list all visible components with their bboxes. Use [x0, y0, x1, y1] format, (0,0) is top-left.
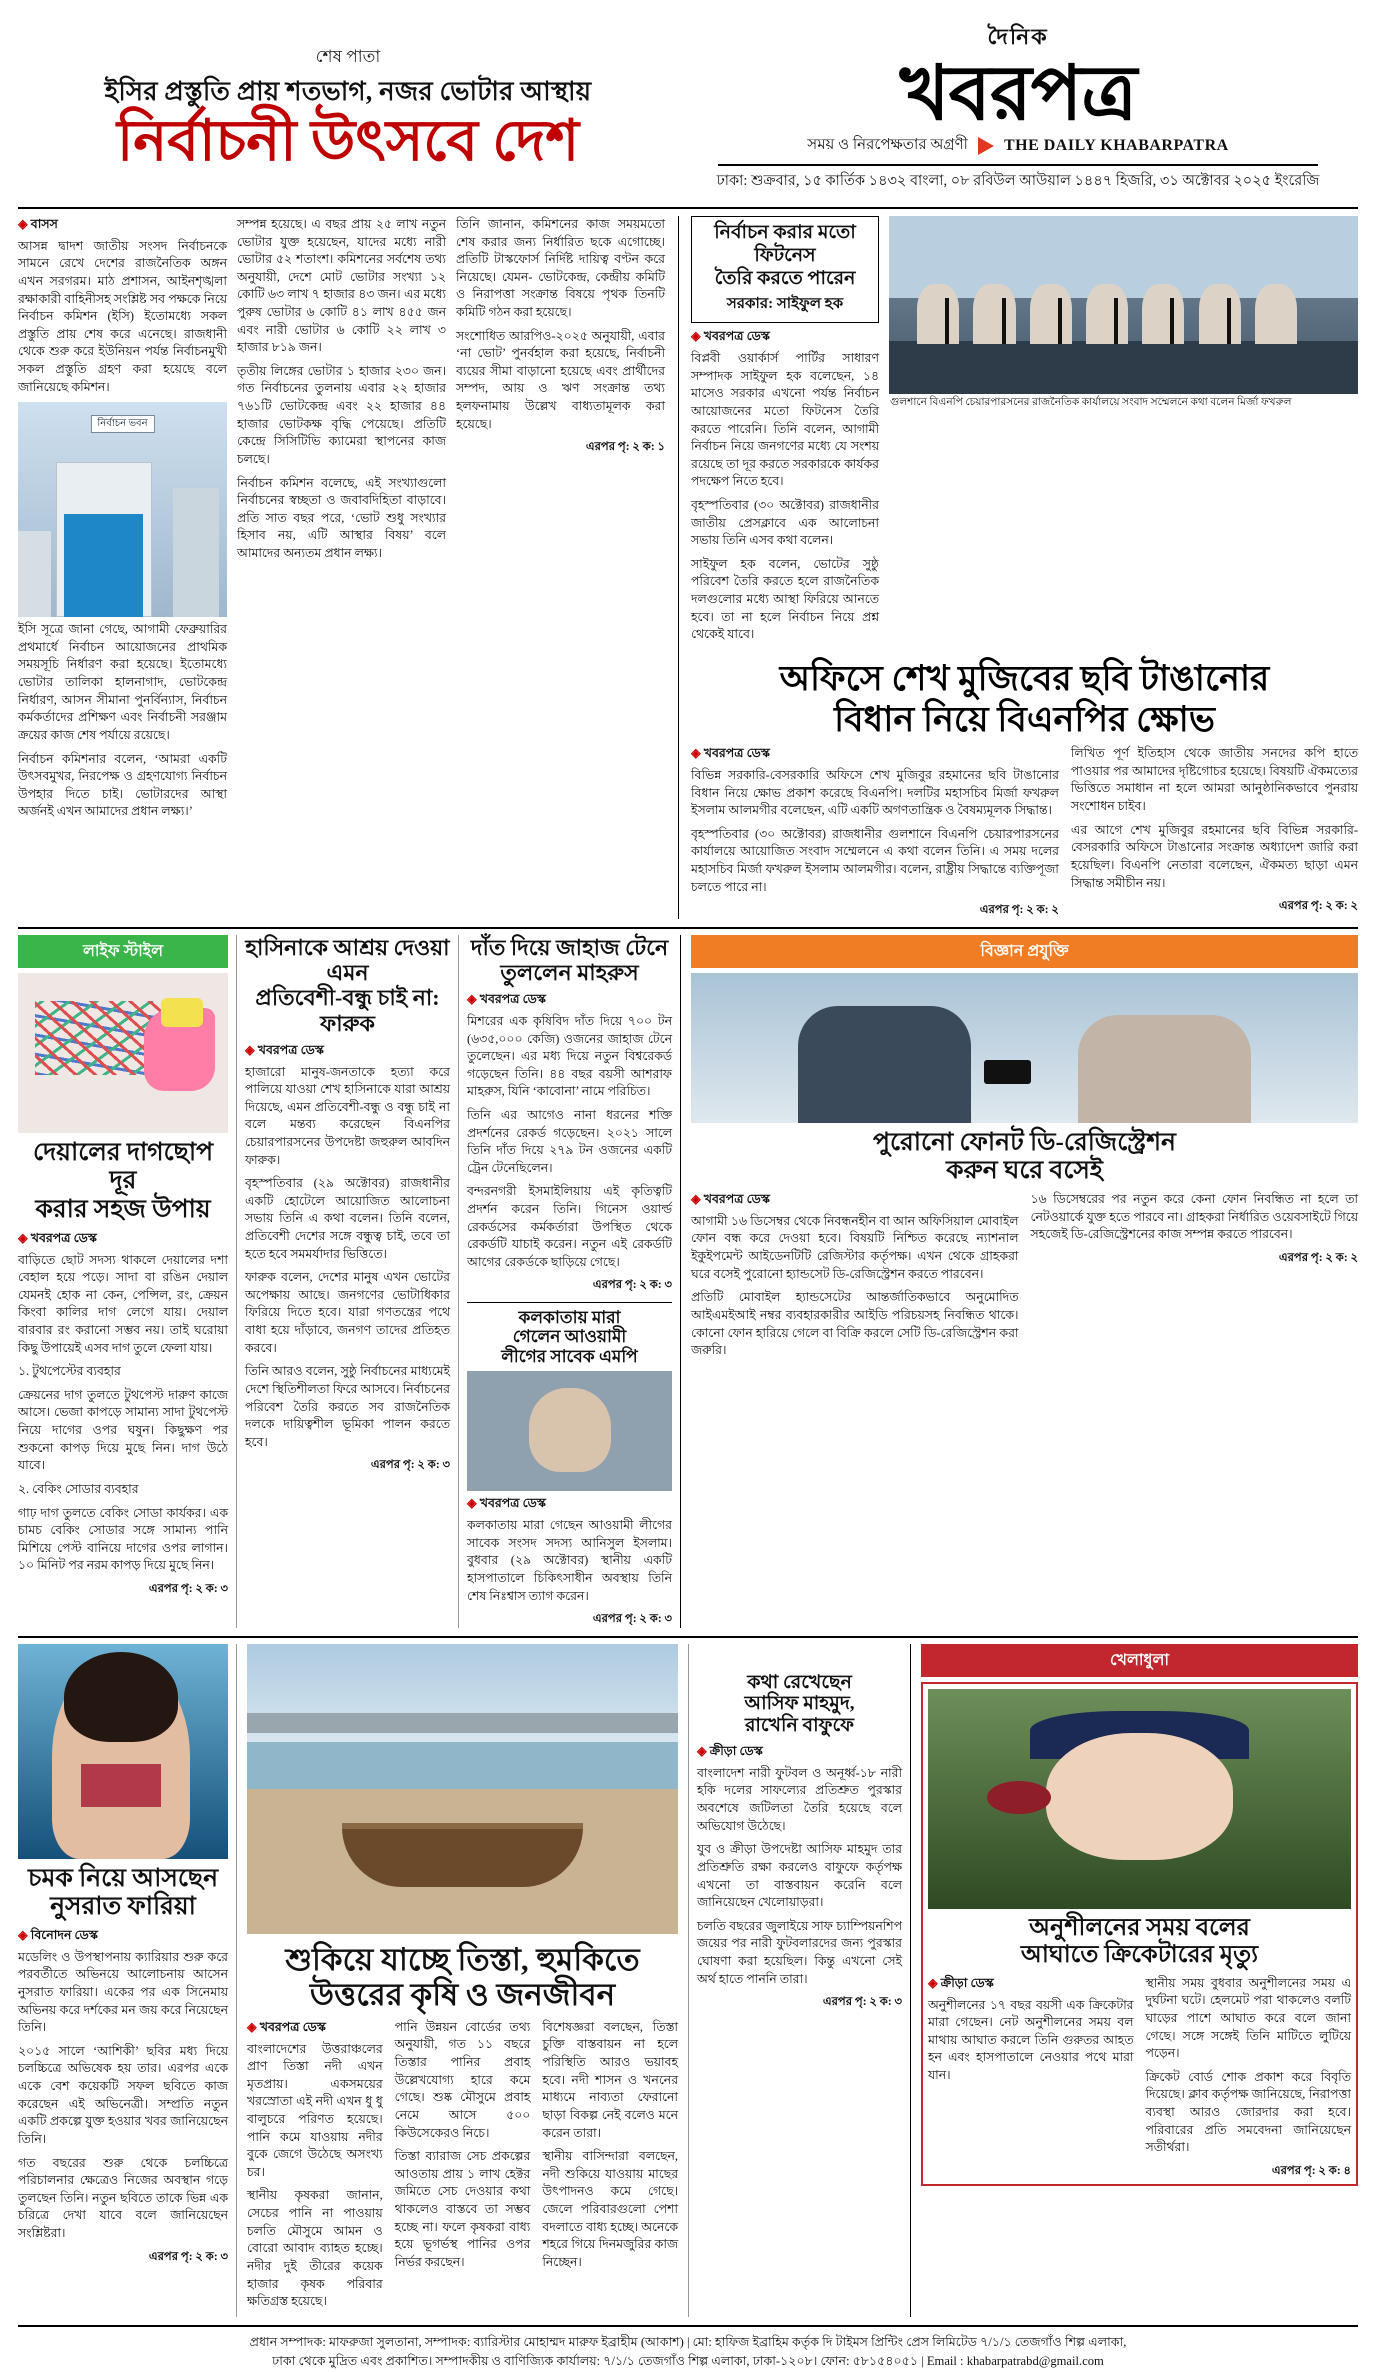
star-byline: ◈ বিনোদন ডেস্ক	[18, 1927, 228, 1945]
sports-section	[910, 1644, 1358, 2317]
asif-para-2: যুব ও ক্রীড়া উপদেষ্টা আসিফ মাহমুদ তার প্রতিশ্রুতি রক্ষা করলেও বাফুফে কর্তৃপক্ষ এখনো তা বাস্তবায়ন করেনি বলে জানিয়েছেন খেলোয়াড়রা।	[697, 1842, 902, 1910]
masthead-divider	[718, 164, 1318, 166]
ship-para-1: মিশরের এক কৃষিবিদ দাঁত দিয়ে ৭০০ টন (৬৩৫,০০০ কেজি) ওজনের জাহাজ টেনে তুলেছেন। এর মধ্য দিয়ে নতুন বিশ্বরেকর্ড গড়েছেন তিনি। ৪৪ বছর বয়সী আশরাফ মাহরুস, যিনি ‘কাবোনা’ নামে পরিচিত।	[467, 1013, 672, 1099]
masthead-lead-headline-block	[18, 14, 678, 173]
star-headline-2: নুসরাত ফারিয়া	[50, 1893, 196, 1921]
cricketer-portrait-photo	[928, 1689, 1351, 1909]
ship-headline-1: দাঁত দিয়ে জাহাজ টেনে	[470, 934, 669, 960]
kolkata-headline-1: কলকাতায় মারা	[518, 1307, 621, 1327]
lead-para-8: সংশোধিত আরপিও-২০২৫ অনুযায়ী, এবার ‘না ভোট’ পুনর্বহাল করা হয়েছে, নির্বাচনী ব্যয়ের সীমা বাড়ানো হয়েছে এবং প্রার্থীদের সম্পদ, আয় ও ঋণ সংক্রান্ত তথ্য হলফনামায় উল্লেখ বাধ্যতামূলক করা হয়েছে।	[456, 328, 665, 431]
bnp-para-3: লিখিত পূর্ণ ইতিহাস থেকে জাতীয় সনদের কপি হাতে পাওয়ার পর আমাদের দৃষ্টিগোচর হয়েছে। বিষয়টি ঐকমত্যের ভিত্তিতে সমাধান না হলে আমরা আনুষ্ঠানিকভাবে পুনরায় সংশোধন চাইব।	[1070, 746, 1358, 814]
masthead-bottom-rule	[18, 207, 1358, 209]
lifestyle-continued: এরপর পৃ: ২ ক: ৩	[148, 1582, 228, 1595]
science-section	[680, 935, 1358, 1628]
lifestyle-byline: ◈ খবরপত্র ডেস্ক	[18, 1230, 228, 1248]
top-right-region	[678, 216, 1358, 919]
lead-para-2: ইসি সূত্রে জানা গেছে, আগামী ফেব্রুয়ারির প্রথমার্ধে নির্বাচন আয়োজনের প্রাথমিক সময়সূচি নির্ধারণ করা হয়েছে। ইতোমধ্যে ভোটার তালিকা হালনাগাদ, ভোটকেন্দ্র নির্ধারণ, আসন সীমানা পুনর্বিন্যাস, নির্বাচন কর্মকর্তাদের প্রশিক্ষণ এবং নির্বাচনী সরঞ্জাম ক্রয়ের কাজ শেষ পর্যায়ে রয়েছে।	[18, 622, 227, 742]
science-column-1	[691, 1191, 1019, 1366]
middle-region	[18, 927, 1358, 1628]
fitness-story	[691, 216, 879, 650]
asif-headline-1: কথা রেখেছেন	[747, 1671, 852, 1693]
cricket-headline-1: অনুশীলনের সময় বলের	[1029, 1914, 1250, 1941]
ship-headline-2: তুললেন মাহরুস	[500, 959, 639, 985]
hasina-para-4: তিনি আরও বলেন, সুষ্ঠু নির্বাচনের মাধ্যমেই দেশে স্থিতিশীলতা ফিরে আসবে। নির্বাচনের পরিবেশ তৈরি করতে সব রাজনৈতিক দলকে দায়িত্বশীল ভূমিকা পালন করতে হবে।	[245, 1364, 450, 1449]
cricket-para-1: অনুশীলনের ১৭ বছর বয়সী এক ক্রিকেটার মারা গেছেন। নেট অনুশীলনের সময় বল মাথায় আঘাত করলে তিনি গুরুতর আহত হন এবং হাসপাতালে নেওয়ার পথে মারা যান।	[928, 1997, 1134, 2082]
science-continued: এরপর পৃ: ২ ক: ২	[1278, 1251, 1358, 1264]
star-para-1: মডেলিং ও উপস্থাপনায় ক্যারিয়ার শুরু করে পরবর্তীতে অভিনয়ে আলোচনায় আসেন নুসরাত ফারিয়া। একের পর এক সিনেমায় অভিনয় করে দর্শকের মন জয় করে নিয়েছেন তিনি।	[18, 1949, 228, 2035]
tista-para-3: পানি উন্নয়ন বোর্ডের তথ্য অনুযায়ী, গত ১১ বছরে তিস্তার পানির প্রবাহ উল্লেখযোগ্য হারে কমে গেছে। শুষ্ক মৌসুমে প্রবাহ নেমে আসে ৫০০ কিউসেকেরও নিচে।	[394, 2019, 531, 2140]
lead-column-1	[18, 216, 227, 827]
tista-boat-photo	[247, 1644, 678, 1934]
tista-para-6: স্থানীয় বাসিন্দারা বলছেন, নদী শুকিয়ে যাওয়ায় মাছের উৎপাদনও কমে গেছে। জেলে পরিবারগুলো পেশা বদলাতে বাধ্য হচ্ছে। অনেকে শহরে গিয়ে দিনমজুরির কাজ নিচ্ছেন।	[542, 2149, 679, 2269]
fitness-para-2: বৃহস্পতিবার (৩০ অক্টোবর) রাজধানীর জাতীয় প্রেসক্লাবে এক আলোচনা সভায় তিনি এসব কথা বলেন।	[691, 498, 879, 548]
asif-para-1: বাংলাদেশ নারী ফুটবল ও অনূর্ধ্ব-১৮ নারী হকি দলের সাফল্যের প্রতিশ্রুত পুরস্কার অবশেষে জটিলতা তৈরি হয়েছে বলে অভিযোগ উঠেছে।	[697, 1765, 902, 1833]
tista-byline: ◈ খবরপত্র ডেস্ক	[247, 2019, 383, 2037]
cricket-byline: ◈ ক্রীড়া ডেস্ক	[928, 1975, 1134, 1993]
bnp-para-4: এর আগে শেখ মুজিবুর রহমানের ছবি বিভিন্ন সরকারি-বেসরকারি অফিসে টাঙানোর সংক্রান্ত অধ্যাদেশ জারি করা হয়েছিল। বিএনপি নেতারা বলেছেন, ঐকমত্য ছাড়া এমন সিদ্ধান্ত সমীচীন নয়।	[1070, 822, 1358, 890]
page-label: শেষ পাতা	[315, 47, 381, 66]
asif-para-3: চলতি বছরের জুলাইয়ে সাফ চ্যাম্পিয়নশিপ জয়ের পর নারী ফুটবলারদের জন্য পুরস্কার ঘোষণা করা হয়েছিল। কিন্তু এখনো সেই অর্থ হাতে পাননি তারা।	[697, 1918, 902, 1986]
kolkata-headline-2: গেলেন আওয়ামী	[512, 1327, 627, 1347]
cricket-continued: এরপর পৃ: ২ ক: ৪	[1271, 2164, 1351, 2177]
section-label-lifestyle[interactable]: লাইফ স্টাইল	[18, 935, 228, 968]
asif-continued: এরপর পৃ: ২ ক: ৩	[822, 1996, 902, 2009]
star-para-3: গত বছরের শুরু থেকে চলচ্চিত্রে পরিচালনার ক্ষেত্রেও নিজের অবস্থান গড়ে তুলছেন তিনি। নতুন ছবিতে তাকে ভিন্ন এক চরিত্রে দেখা যাবে বলে জানিয়েছেন সংশ্লিষ্টরা।	[18, 2155, 228, 2240]
tista-story	[236, 1644, 688, 2317]
ship-byline: ◈ খবরপত্র ডেস্ক	[467, 991, 672, 1009]
kolkata-story	[467, 1302, 672, 1628]
lifestyle-subhead-2: ২. বেকিং সোডার ব্যবহার	[18, 1481, 139, 1496]
press-conference-photo	[889, 216, 1358, 394]
lead-para-1: আসন্ন দ্বাদশ জাতীয় সংসদ নির্বাচনকে সামনে রেখে দেশের রাজনৈতিক অঙ্গন এখন সরগরম। মাঠ প্রশাসন, আইনশৃঙ্খলা রক্ষাকারী বাহিনীসহ সংশ্লিষ্ট সব পক্ষকে নিয়ে নির্বাচন কমিশন (ইসি) ইতোমধ্যে সকল প্রস্তুতি প্রায় শেষ করে এনেছে। রাজধানী থেকে শুরু করে ইউনিয়ন পর্যন্ত নির্বাচনমুখী সকল প্রস্তুতি গ্রহণ করা হয়েছে বলে জানিয়েছে কমিশন।	[18, 238, 227, 394]
press-conference-caption: গুলশানে বিএনপি চেয়ারপারসনের রাজনৈতিক কার্যালয়ে সংবাদ সম্মেলনে কথা বলেন মির্জা ফখরুল	[890, 397, 1292, 408]
election-commission-building-photo: নির্বাচন ভবন	[18, 402, 227, 617]
cricket-para-3: ক্রিকেট বোর্ড শোক প্রকাশ করে বিবৃতি দিয়েছে। ক্লাব কর্তৃপক্ষ জানিয়েছে, নিরাপত্তা ব্যবস্থা আরও জোরদার করা হবে। পরিবারের প্রতি সমবেদনা জানিয়েছেন সতীর্থরা।	[1145, 2069, 1351, 2155]
science-byline: ◈ খবরপত্র ডেস্ক	[691, 1191, 1019, 1209]
section-label-science[interactable]: বিজ্ঞান প্রযুক্তি	[691, 935, 1358, 968]
bnp-para-2: বৃহস্পতিবার (৩০ অক্টোবর) রাজধানীর গুলশানে বিএনপি চেয়ারপারসনের কার্যালয়ে আয়োজিত সংবাদ সম্মেলনে এ কথা বলেন তিনি। এ সময় দলের মহাসচিব মির্জা ফখরুল ইসলাম আলমগীর। বলেন, রাষ্ট্রীয় সিদ্ধান্তে ব্যক্তিপূজা চলতে পারে না।	[691, 826, 1059, 894]
science-headline-1: পুরোনো ফোনট ডি-রেজিস্ট্রেশন	[873, 1128, 1176, 1156]
kolkata-headline-3: লীগের সাবেক এমপি	[501, 1346, 638, 1366]
bnp-headline-line-1: অফিসে শেখ মুজিবের ছবি টাঙানোর	[779, 658, 1270, 698]
tista-para-5: বিশেষজ্ঞরা বলছেন, তিস্তা চুক্তি বাস্তবায়ন না হলে পরিস্থিতি আরও ভয়াবহ হবে। নদী শাসন ও খননের মাধ্যমে নাব্যতা ফেরানো ছাড়া বিকল্প নেই বলেও মনে করেন তারা।	[542, 2019, 679, 2140]
section-label-sports[interactable]: খেলাধুলা	[921, 1644, 1358, 1677]
science-column-2	[1031, 1191, 1359, 1366]
science-para-3: ১৬ ডিসেম্বরের পর নতুন করে কেনা ফোন নিবন্ধিত না হলে তা নেটওয়ার্কে যুক্ত হতে পারবে না। গ্রাহকরা নির্ধারিত ওয়েবসাইটে গিয়ে সহজেই ডি-রেজিস্ট্রেশনের কাজ সম্পন্ন করতে পারবেন।	[1030, 1192, 1358, 1242]
tista-column-3	[542, 2019, 678, 2317]
lead-para-7: তিনি জানান, কমিশনের কাজ সময়মতো শেষ করার জন্য নির্ধারিত ছকে এগোচ্ছে। প্রতিটি টাস্কফোর্স নির্দিষ্ট দায়িত্ব বণ্টন করে নিয়েছে। যেমন- ভোটকেন্দ্র, কেন্দ্রীয় কমিটি ও নিরাপত্তা সংক্রান্ত বিষয়ে পৃথক তিনটি কমিটি গঠন করা হয়েছে।	[456, 217, 665, 320]
bnp-column-2	[1071, 745, 1358, 918]
lead-kicker: ইসির প্রস্তুতি প্রায় শতভাগ, নজর ভোটার আস্থায়	[104, 77, 592, 106]
lead-para-3: নির্বাচন কমিশনার বলেন, ‘আমরা একটি উৎসবমুখর, নিরপেক্ষ ও গ্রহণযোগ্য নির্বাচন উপহার দিতে চাই। ভোটারদের আস্থা অর্জনই এখন আমাদের প্রধান লক্ষ্য।’	[18, 751, 227, 819]
science-para-1: আগামী ১৬ ডিসেম্বর থেকে নিবন্ধনহীন বা আন অফিসিয়াল মোবাইল ফোন বন্ধ করে দেওয়া হবে। বিষয়টি নিশ্চিত করেছে ন্যাশনাল ইকুইপমেন্ট আইডেনটিটি রেজিস্টার কর্তৃপক্ষ। এখন থেকে গ্রাহকরা ঘরে বসেই পুরোনো হ্যান্ডসেট ডি-রেজিস্ট্রেশন করতে পারবেন।	[691, 1213, 1019, 1281]
masthead-tagline-bn: সময় ও নিরপেক্ষতার অগ্রণী	[807, 137, 968, 154]
ship-continued: এরপর পৃ: ২ ক: ৩	[592, 1279, 672, 1292]
lead-column-3	[456, 216, 665, 827]
kolkata-para-1: কলকাতায় মারা গেছেন আওয়ামী লীগের সাবেক সংসদ সদস্য আনিসুল ইসলাম। বুধবার (২৯ অক্টোবর) স্থানীয় একটি হাসপাতালে চিকিৎসাধীন অবস্থায় তিনি শেষ নিঃশ্বাস ত্যাগ করেন।	[467, 1518, 672, 1603]
bnp-continued-2: এরপর পৃ: ২ ক: ২	[1278, 900, 1358, 913]
kolkata-continued: এরপর পৃ: ২ ক: ৩	[592, 1613, 672, 1626]
tista-para-2: স্থানীয় কৃষকরা জানান, সেচের পানি না পাওয়ায় চলতি মৌসুমে আমন ও বোরো আবাদ ব্যাহত হচ্ছে। নদীর দুই তীরের কয়েক হাজার কৃষক পরিবার ক্ষতিগ্রস্ত হয়েছে।	[247, 2188, 383, 2309]
imprint-footer	[18, 2325, 1358, 2372]
lifestyle-subhead-1: ১. টুথপেস্টের ব্যবহার	[18, 1364, 121, 1379]
masthead-tagline	[678, 133, 1358, 158]
lead-para-5: তৃতীয় লিঙ্গের ভোটার ১ হাজার ২৩০ জন। গত নির্বাচনের তুলনায় এবার ২২ হাজার ৭৬১টি ভোটকেন্দ্র এবং ২২ হাজার ৪৪ হাজার ভোটকক্ষ বৃদ্ধি পেয়েছে। প্রতিটি কেন্দ্রে সিসিটিভি ক্যামেরা স্থাপনের কাজ চলছে।	[237, 363, 446, 466]
star-continued: এরপর পৃ: ২ ক: ৩	[148, 2250, 228, 2263]
tista-headline-2: উত্তরের কৃষি ও জনজীবন	[309, 1977, 616, 2013]
hasina-para-3: ফারুক বলেন, দেশের মানুষ এখন ভোটের অপেক্ষায় আছে। জনগণের ভোটাধিকার ফিরিয়ে দিতে হবে। যারা গণতন্ত্রের পথে বাধা হয়ে দাঁড়াবে, জনগণ তাদের প্রতিহত করবে।	[245, 1270, 450, 1355]
lifestyle-para-1: বাড়িতে ছোট সদস্য থাকলে দেয়ালের দশা বেহাল হয়ে পড়ে। সাদা বা রঙিন দেয়াল যেমনই হোক না কেন, পেন্সিল, রং, ক্রেয়ন কিংবা কালির দাগ লেগে যায়। দেয়াল বারবার রং করানো সম্ভব নয়। তাই ঘরোয়া কিছু উপায়েই এসব দাগ তুলে ফেলা যায়।	[18, 1252, 228, 1355]
lifestyle-section	[18, 935, 236, 1628]
lead-column-2	[237, 216, 446, 827]
lead-headline: নির্বাচনী উৎসবে দেশ	[116, 110, 580, 174]
masthead-logo-block	[678, 14, 1358, 194]
bottom-region	[18, 1636, 1358, 2317]
lifestyle-para-2: ক্রেয়নের দাগ তুলতে টুথপেস্ট দারুণ কাজে আসে। ভেজা কাপড়ে সামান্য সাদা টুথপেস্ট নিয়ে দাগের ওপর ঘষুন। কিছুক্ষণ পর শুকনো কাপড় দিয়ে মুছে নিন। দাগ উঠে যাবে।	[18, 1387, 228, 1473]
hasina-headline-2: প্রতিবেশী-বন্ধু চাই না: ফারুক	[255, 985, 440, 1036]
masthead-tagline-en: THE DAILY KHABARPATRA	[1003, 136, 1229, 154]
tista-para-1: বাংলাদেশের উত্তরাঞ্চলের প্রাণ তিস্তা নদী এখন মৃতপ্রায়। একসময়ের খরস্রোতা এই নদী এখন ধু ধু বালুচরে পরিণত হয়েছে। পানি কমে যাওয়ায় নদীর বুকে জেগে উঠেছে অসংখ্য চর।	[247, 2041, 383, 2179]
science-headline-2: করুন ঘরে বসেই	[946, 1157, 1103, 1185]
masthead-dainik: দৈনিক	[987, 24, 1049, 49]
lead-continued: এরপর পৃ: ২ ক: ১	[585, 441, 665, 454]
lifestyle-headline-2: করার সহজ উপায়	[35, 1196, 211, 1224]
lead-para-6: নির্বাচন কমিশন বলেছে, এই সংখ্যাগুলো নির্বাচনের স্বচ্ছতা ও জবাবদিহিতা বাড়াবে। প্রতি সাত বছর পরে, ‘ভোট শুধু সংখ্যার হিসাব নয়, এটি আস্থার বিষয়’ বলে আমাদের অন্যতম প্রধান লক্ষ্য।	[237, 475, 446, 560]
bnp-para-1: বিভিন্ন সরকারি-বেসরকারি অফিসে শেখ মুজিবুর রহমানের ছবি টাঙানোর বিধান নিয়ে ক্ষোভ প্রকাশ করেছে বিএনপি। দলটির মহাসচিব মির্জা ফখরুল ইসলাম আলমগীর বলেছেন, এটি একটি অগণতান্ত্রিক ও বৈষম্যমূলক সিদ্ধান্ত।	[691, 768, 1059, 818]
tista-column-1	[247, 2019, 383, 2317]
kolkata-portrait-photo	[467, 1371, 672, 1491]
ship-para-2: তিনি এর আগেও নানা ধরনের শক্তি প্রদর্শনের রেকর্ড গড়েছেন। ২০২১ সালে তিনি দাঁত দিয়ে ২৭৯ টন ওজনের একটি ট্রেন টেনেছিলেন।	[467, 1108, 672, 1175]
wall-cleaning-photo	[18, 973, 228, 1133]
bnp-byline: ◈ খবরপত্র ডেস্ক	[691, 745, 1059, 763]
asif-byline: ◈ ক্রীড়া ডেস্ক	[697, 1743, 902, 1761]
lead-byline: ◈ বাসস	[18, 216, 227, 234]
play-triangle-icon	[978, 137, 994, 155]
star-para-2: ২০১৫ সালে ‘আশিকী’ ছবির মধ্য দিয়ে চলচ্চিত্রে অভিষেক হয় তার। এরপর একে একে বেশ কয়েকটি সফল ছবিতে কাজ করেছেন এই অভিনেত্রী। সম্প্রতি নতুন একটি প্রকল্পে যুক্ত হওয়ার খবর জানিয়েছেন তিনি।	[18, 2043, 228, 2146]
fitness-byline: ◈ খবরপত্র ডেস্ক	[691, 328, 879, 346]
tista-headline-1: শুকিয়ে যাচ্ছে তিস্তা, হুমকিতে	[285, 1941, 640, 1977]
top-region	[18, 216, 1358, 919]
cricket-column-1	[928, 1975, 1134, 2179]
asif-headline-3: রাখেনি বাফুফে	[744, 1715, 855, 1737]
entertainment-story	[18, 1644, 236, 2317]
lifestyle-para-3: গাঢ় দাগ তুলতে বেকিং সোডা কার্যকর। এক চামচ বেকিং সোডার সঙ্গে সামান্য পানি মিশিয়ে পেস্ট বানিয়ে দাগের ওপর লাগান। ১০ মিনিট পর নরম কাপড় দিয়ে মুছে নিন।	[18, 1505, 228, 1573]
ship-story	[458, 935, 680, 1628]
fitness-headline-3: সরকার: সাইফুল হক	[726, 296, 844, 313]
masthead-dateline: ঢাকা: শুক্রবার, ১৫ কার্তিক ১৪৩২ বাংলা, ০৮ রবিউল আউয়াল ১৪৪৭ হিজরি, ৩১ অক্টোবর ২০২৫ ইংরেজি	[716, 173, 1320, 190]
imprint-line-1: প্রধান সম্পাদক: মাফরুজা সুলতানা, সম্পাদক: ব্যারিস্টার মোহাম্মদ মারুফ ইব্রাহীম (আকাশ) | মো: হাফিজ ইব্রাহিম কর্তৃক দি টাইমস প্রিন্টিং প্রেস লিমিটেড ৭/১/১ তেজগাঁও শিল্প এলাকা,	[249, 2334, 1127, 2349]
couple-with-phone-photo	[691, 973, 1358, 1123]
cricket-headline-2: আঘাতে ক্রিকেটারের মৃত্যু	[1020, 1942, 1259, 1969]
hasina-byline: ◈ খবরপত্র ডেস্ক	[245, 1042, 450, 1060]
fitness-headline-2: তৈরি করতে পারেন	[714, 267, 856, 289]
hasina-story	[236, 935, 458, 1628]
lead-story	[18, 216, 678, 919]
star-headline-1: চমক নিয়ে আসছেন	[27, 1864, 218, 1892]
cricket-column-2	[1146, 1975, 1352, 2179]
fitness-para-1: বিপ্লবী ওয়ার্কার্স পার্টির সাধারণ সম্পাদক সাইফুল হক বলেছেন, ১৪ মাসেও সরকার এখনো পর্যন্ত নির্বাচন আয়োজনের মতো ফিটনেস তৈরি করতে পারেনি। তিনি বলেন, আগামী নির্বাচন নিয়ে জনগণের মধ্যে যে সংশয় রয়েছে তা দূর করতে সরকারকে কার্যকর পদক্ষেপ নিতে হবে।	[691, 351, 879, 489]
actress-portrait-photo	[18, 1644, 228, 1859]
lifestyle-headline-1: দেয়ালের দাগছোপ দূর	[32, 1138, 214, 1195]
tista-column-2	[395, 2019, 531, 2317]
bnp-headline-line-2: বিধান নিয়ে বিএনপির ক্ষোভ	[834, 699, 1215, 739]
hasina-para-2: বৃহস্পতিবার (২৯ অক্টোবর) রাজধানীর একটি হোটেলে আয়োজিত আলোচনা সভায় তিনি এ কথা বলেন। তিনি বলেন, প্রতিবেশী দেশের সঙ্গে বন্ধুত্ব চাই, তবে তা হতে হবে সমমর্যাদার ভিত্তিতে।	[245, 1176, 450, 1261]
hasina-para-1: হাজারো মানুষ-জনতাকে হত্যা করে পালিয়ে যাওয়া শেখ হাসিনাকে যারা আশ্রয় দিয়েছে, এমন প্রতিবেশী-বন্ধু ও বন্ধু চাই না বলে মন্তব্য করেছেন বিএনপির চেয়ারপারসনের উপদেষ্টা জহুরুল আবদিন ফারুক।	[245, 1064, 450, 1167]
bnp-continued-1: এরপর পৃ: ২ ক: ২	[979, 904, 1059, 917]
asif-headline-2: আসিফ মাহমুদ,	[744, 1693, 855, 1715]
asif-story	[688, 1644, 910, 2317]
ship-para-3: বন্দরনগরী ইসমাইলিয়ায় এই কৃতিত্বটি প্রদর্শন করেন তিনি। গিনেস ওয়ার্ল্ড রেকর্ডসের কর্মকর্তারা উপস্থিত থেকে রেকর্ডটি যাচাই করেন। নতুন এই রেকর্ডটি আগের রেকর্ডকে ছাড়িয়ে গেছে।	[467, 1184, 672, 1269]
fitness-para-3: সাইফুল হক বলেন, ভোটের সুষ্ঠু পরিবেশ তৈরি করতে হলে রাজনৈতিক দলগুলোর মধ্যে আস্থা ফিরিয়ে আনতে হবে। তা না হলে নির্বাচন নিয়ে প্রশ্ন থেকেই যাবে।	[691, 556, 879, 642]
imprint-line-2: ঢাকা থেকে মুদ্রিত এবং প্রকাশিত। সম্পাদকীয় ও বাণিজ্যিক কার্যালয়: ৭/১/১ তেজগাঁও শিল্প এলাকা, ঢাকা-১২০৮। ফোন: ৫৮১৫৪০৫১ | Email : khabarpatrabd@gmail.com	[272, 2354, 1104, 2369]
tista-para-4: তিস্তা ব্যারাজ সেচ প্রকল্পের আওতায় প্রায় ১ লাখ হেক্টর জমিতে সেচ দেওয়ার কথা থাকলেও বাস্তবে তা সম্ভব হচ্ছে না। ফলে কৃষকরা বাধ্য হয়ে ভূগর্ভস্থ পানির ওপর নির্ভর করছেন।	[394, 2149, 531, 2269]
fitness-headline-1: নির্বাচন করার মতো ফিটনেস	[714, 222, 856, 266]
masthead-logo: খবরপত্র	[899, 52, 1137, 136]
lead-para-4: সম্পন্ন হয়েছে। এ বছর প্রায় ২৫ লাখ নতুন ভোটার যুক্ত হয়েছেন, যাদের মধ্যে নারী ভোটার ৫২ শতাংশ। কমিশনের সর্বশেষ তথ্য অনুযায়ী, দেশে মোট ভোটার সংখ্যা ১২ কোটি ৬৩ লাখ ৭ হাজার ৪৩ জন। এর মধ্যে পুরুষ ভোটার ৬ কোটি ৪১ লাখ ৪৫৫ জন এবং নারী ভোটার ৬ কোটি ২২ লাখ ৩ হাজার ৮১৯ জন।	[237, 217, 446, 355]
kolkata-byline: ◈ খবরপত্র ডেস্ক	[467, 1495, 672, 1513]
hasina-continued: এরপর পৃ: ২ ক: ৩	[370, 1459, 450, 1472]
hasina-headline-1: হাসিনাকে আশ্রয় দেওয়া এমন	[245, 934, 450, 985]
science-para-2: প্রতিটি মোবাইল হ্যান্ডসেটের আন্তর্জাতিকভাবে অনুমোদিত আইএমইআই নম্বর ব্যবহারকারীর আইডি পরিচয়সহ নিবন্ধিত থাকে। কোনো ফোন হারিয়ে গেলে বা বিক্রি করলে সেটি ডি-রেজিস্ট্রেশন করা জরুরি।	[691, 1290, 1019, 1358]
masthead	[18, 14, 1358, 199]
bnp-column-1	[691, 745, 1059, 918]
cricket-para-2: স্থানীয় সময় বুধবার অনুশীলনের সময় এ দুর্ঘটনা ঘটে। হেলমেট পরা থাকলেও বলটি ঘাড়ের পাশে আঘাত করে বলে জানা গেছে। সঙ্গে সঙ্গেই তিনি মাটিতে লুটিয়ে পড়েন।	[1145, 1975, 1351, 2061]
